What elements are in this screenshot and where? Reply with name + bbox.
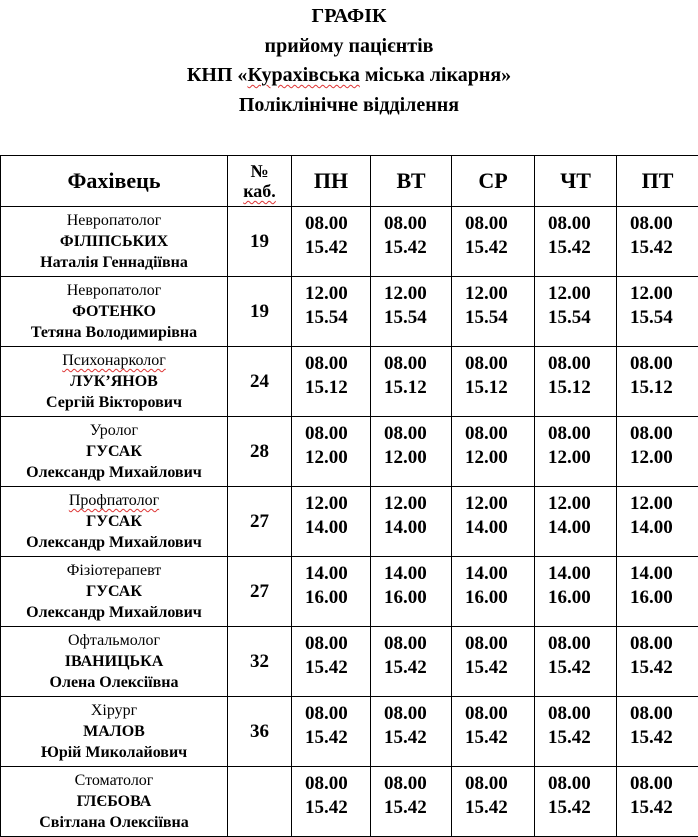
start-time: 08.00 xyxy=(548,212,616,236)
start-time: 12.00 xyxy=(384,492,451,516)
specialist-title: Невропатолог xyxy=(1,280,227,301)
start-time: 08.00 xyxy=(465,422,534,446)
start-time: 08.00 xyxy=(630,422,698,446)
table-row xyxy=(1,557,698,627)
end-time: 15.42 xyxy=(630,236,698,260)
end-time: 15.42 xyxy=(384,656,451,680)
room-number: 27 xyxy=(228,557,292,627)
end-time: 14.00 xyxy=(630,516,698,540)
start-time: 08.00 xyxy=(384,632,451,656)
start-time: 14.00 xyxy=(548,562,616,586)
start-time: 12.00 xyxy=(630,282,698,306)
start-time: 08.00 xyxy=(384,352,451,376)
specialist-cell xyxy=(1,417,228,487)
end-time: 15.42 xyxy=(630,796,698,820)
col-header-tue: ВТ xyxy=(371,156,452,207)
specialist-surname: ЛУК’ЯНОВ xyxy=(1,371,227,392)
start-time: 08.00 xyxy=(465,702,534,726)
end-time: 16.00 xyxy=(465,586,534,610)
room-number: 28 xyxy=(228,417,292,487)
specialist-title: Офтальмолог xyxy=(1,630,227,651)
end-time: 16.00 xyxy=(384,586,451,610)
start-time: 12.00 xyxy=(465,492,534,516)
start-time: 14.00 xyxy=(465,562,534,586)
specialist-surname: МАЛОВ xyxy=(1,721,227,742)
time-cell xyxy=(452,557,535,627)
start-time: 14.00 xyxy=(305,562,370,586)
specialist-name: Світлана Олексіївна xyxy=(1,812,227,833)
specialist-title: Уролог xyxy=(1,420,227,441)
end-time: 15.42 xyxy=(384,796,451,820)
col-header-specialist: Фахівець xyxy=(1,156,228,207)
time-cell xyxy=(617,627,698,697)
time-cell xyxy=(292,207,371,277)
table-row xyxy=(1,347,698,417)
end-time: 15.54 xyxy=(384,306,451,330)
end-time: 12.00 xyxy=(630,446,698,470)
end-time: 12.00 xyxy=(305,446,370,470)
end-time: 15.42 xyxy=(305,726,370,750)
end-time: 15.42 xyxy=(465,656,534,680)
table-row xyxy=(1,277,698,347)
time-cell xyxy=(292,417,371,487)
time-cell xyxy=(535,557,617,627)
time-cell xyxy=(371,417,452,487)
time-cell xyxy=(535,417,617,487)
end-time: 15.12 xyxy=(305,376,370,400)
table-row xyxy=(1,417,698,487)
time-cell xyxy=(371,697,452,767)
table-row xyxy=(1,207,698,277)
specialist-name: Тетяна Володимирівна xyxy=(1,322,227,343)
start-time: 08.00 xyxy=(630,212,698,236)
specialist-surname: ГУСАК xyxy=(1,441,227,462)
specialist-title: Невропатолог xyxy=(1,210,227,231)
time-cell xyxy=(371,557,452,627)
start-time: 12.00 xyxy=(305,282,370,306)
start-time: 08.00 xyxy=(384,702,451,726)
time-cell xyxy=(535,277,617,347)
end-time: 16.00 xyxy=(305,586,370,610)
time-cell xyxy=(617,697,698,767)
start-time: 12.00 xyxy=(630,492,698,516)
start-time: 12.00 xyxy=(548,492,616,516)
schedule-body xyxy=(1,207,698,837)
start-time: 08.00 xyxy=(465,632,534,656)
time-cell xyxy=(292,487,371,557)
specialist-name: Сергій Вікторович xyxy=(1,392,227,413)
time-cell xyxy=(292,557,371,627)
end-time: 15.12 xyxy=(384,376,451,400)
time-cell xyxy=(452,347,535,417)
specialist-title: Профпатолог xyxy=(1,490,227,511)
start-time: 08.00 xyxy=(465,212,534,236)
specialist-cell xyxy=(1,697,228,767)
table-row xyxy=(1,627,698,697)
time-cell xyxy=(371,487,452,557)
start-time: 08.00 xyxy=(630,772,698,796)
end-time: 15.42 xyxy=(384,726,451,750)
room-number xyxy=(228,767,292,837)
end-time: 15.54 xyxy=(548,306,616,330)
time-cell xyxy=(452,767,535,837)
end-time: 14.00 xyxy=(465,516,534,540)
end-time: 15.42 xyxy=(305,796,370,820)
time-cell xyxy=(535,627,617,697)
start-time: 08.00 xyxy=(384,772,451,796)
end-time: 15.42 xyxy=(548,236,616,260)
col-header-mon: ПН xyxy=(292,156,371,207)
time-cell xyxy=(535,207,617,277)
time-cell xyxy=(617,557,698,627)
time-cell xyxy=(292,347,371,417)
schedule-table xyxy=(0,155,698,837)
room-number: 36 xyxy=(228,697,292,767)
start-time: 12.00 xyxy=(465,282,534,306)
specialist-cell xyxy=(1,557,228,627)
end-time: 15.54 xyxy=(465,306,534,330)
start-time: 08.00 xyxy=(305,212,370,236)
specialist-cell xyxy=(1,277,228,347)
end-time: 15.42 xyxy=(465,796,534,820)
start-time: 08.00 xyxy=(384,212,451,236)
doc-subtitle: прийому пацієнтів xyxy=(0,34,698,58)
specialist-surname: ФОТЕНКО xyxy=(1,301,227,322)
room-number: 24 xyxy=(228,347,292,417)
time-cell xyxy=(371,277,452,347)
start-time: 08.00 xyxy=(305,632,370,656)
time-cell xyxy=(452,487,535,557)
time-cell xyxy=(452,697,535,767)
end-time: 15.42 xyxy=(630,726,698,750)
table-row xyxy=(1,487,698,557)
specialist-title: Хірург xyxy=(1,700,227,721)
end-time: 15.12 xyxy=(548,376,616,400)
start-time: 08.00 xyxy=(305,702,370,726)
end-time: 16.00 xyxy=(630,586,698,610)
end-time: 14.00 xyxy=(548,516,616,540)
col-header-thu: ЧТ xyxy=(535,156,617,207)
start-time: 08.00 xyxy=(630,352,698,376)
start-time: 08.00 xyxy=(630,702,698,726)
start-time: 08.00 xyxy=(465,352,534,376)
end-time: 15.42 xyxy=(305,656,370,680)
end-time: 14.00 xyxy=(384,516,451,540)
specialist-name: Наталія Геннадіївна xyxy=(1,252,227,273)
end-time: 15.42 xyxy=(465,726,534,750)
end-time: 15.12 xyxy=(630,376,698,400)
specialist-name: Олена Олексіївна xyxy=(1,672,227,693)
end-time: 15.42 xyxy=(548,796,616,820)
start-time: 08.00 xyxy=(465,772,534,796)
end-time: 15.54 xyxy=(305,306,370,330)
specialist-surname: ІВАНИЦЬКА xyxy=(1,651,227,672)
hospital-name: КНП «Курахівська міська лікарня» xyxy=(0,63,698,87)
time-cell xyxy=(371,627,452,697)
start-time: 08.00 xyxy=(548,772,616,796)
end-time: 16.00 xyxy=(548,586,616,610)
end-time: 12.00 xyxy=(465,446,534,470)
specialist-surname: ФІЛІПСЬКИХ xyxy=(1,231,227,252)
time-cell xyxy=(617,207,698,277)
start-time: 08.00 xyxy=(548,352,616,376)
room-number: 19 xyxy=(228,277,292,347)
col-header-wed: СР xyxy=(452,156,535,207)
start-time: 08.00 xyxy=(548,702,616,726)
time-cell xyxy=(452,277,535,347)
time-cell xyxy=(535,347,617,417)
specialist-cell xyxy=(1,487,228,557)
end-time: 15.54 xyxy=(630,306,698,330)
col-header-room: № каб. xyxy=(228,156,292,207)
specialist-name: Олександр Михайлович xyxy=(1,602,227,623)
time-cell xyxy=(617,277,698,347)
start-time: 08.00 xyxy=(548,632,616,656)
specialist-name: Олександр Михайлович xyxy=(1,462,227,483)
time-cell xyxy=(452,627,535,697)
table-row xyxy=(1,767,698,837)
time-cell xyxy=(371,207,452,277)
start-time: 08.00 xyxy=(305,772,370,796)
room-number: 32 xyxy=(228,627,292,697)
start-time: 14.00 xyxy=(630,562,698,586)
start-time: 08.00 xyxy=(305,352,370,376)
room-number: 27 xyxy=(228,487,292,557)
start-time: 08.00 xyxy=(384,422,451,446)
end-time: 15.42 xyxy=(548,656,616,680)
end-time: 15.42 xyxy=(305,236,370,260)
start-time: 08.00 xyxy=(305,422,370,446)
specialist-surname: ГУСАК xyxy=(1,581,227,602)
start-time: 12.00 xyxy=(548,282,616,306)
end-time: 15.42 xyxy=(465,236,534,260)
specialist-cell xyxy=(1,347,228,417)
time-cell xyxy=(292,697,371,767)
time-cell xyxy=(617,487,698,557)
end-time: 12.00 xyxy=(384,446,451,470)
specialist-cell xyxy=(1,767,228,837)
specialist-name: Юрій Миколайович xyxy=(1,742,227,763)
specialist-title: Психонарколог xyxy=(1,350,227,371)
specialist-title: Фізіотерапевт xyxy=(1,560,227,581)
end-time: 15.42 xyxy=(384,236,451,260)
end-time: 14.00 xyxy=(305,516,370,540)
specialist-cell xyxy=(1,627,228,697)
start-time: 08.00 xyxy=(630,632,698,656)
time-cell xyxy=(292,767,371,837)
time-cell xyxy=(535,487,617,557)
specialist-surname: ГУСАК xyxy=(1,511,227,532)
end-time: 12.00 xyxy=(548,446,616,470)
time-cell xyxy=(617,347,698,417)
table-row xyxy=(1,697,698,767)
start-time: 12.00 xyxy=(305,492,370,516)
time-cell xyxy=(452,207,535,277)
time-cell xyxy=(371,767,452,837)
time-cell xyxy=(617,417,698,487)
time-cell xyxy=(371,347,452,417)
end-time: 15.12 xyxy=(465,376,534,400)
room-number: 19 xyxy=(228,207,292,277)
doc-title: ГРАФІК xyxy=(0,4,698,28)
department-name: Поліклінічне відділення xyxy=(0,93,698,117)
time-cell xyxy=(535,697,617,767)
specialist-name: Олександр Михайлович xyxy=(1,532,227,553)
specialist-surname: ГЛЄБОВА xyxy=(1,791,227,812)
time-cell xyxy=(617,767,698,837)
start-time: 08.00 xyxy=(548,422,616,446)
time-cell xyxy=(535,767,617,837)
specialist-title: Стоматолог xyxy=(1,770,227,791)
col-header-fri: ПТ xyxy=(617,156,698,207)
specialist-cell xyxy=(1,207,228,277)
end-time: 15.42 xyxy=(630,656,698,680)
time-cell xyxy=(292,277,371,347)
start-time: 12.00 xyxy=(384,282,451,306)
table-header-row xyxy=(1,156,698,207)
end-time: 15.42 xyxy=(548,726,616,750)
time-cell xyxy=(292,627,371,697)
start-time: 14.00 xyxy=(384,562,451,586)
time-cell xyxy=(452,417,535,487)
